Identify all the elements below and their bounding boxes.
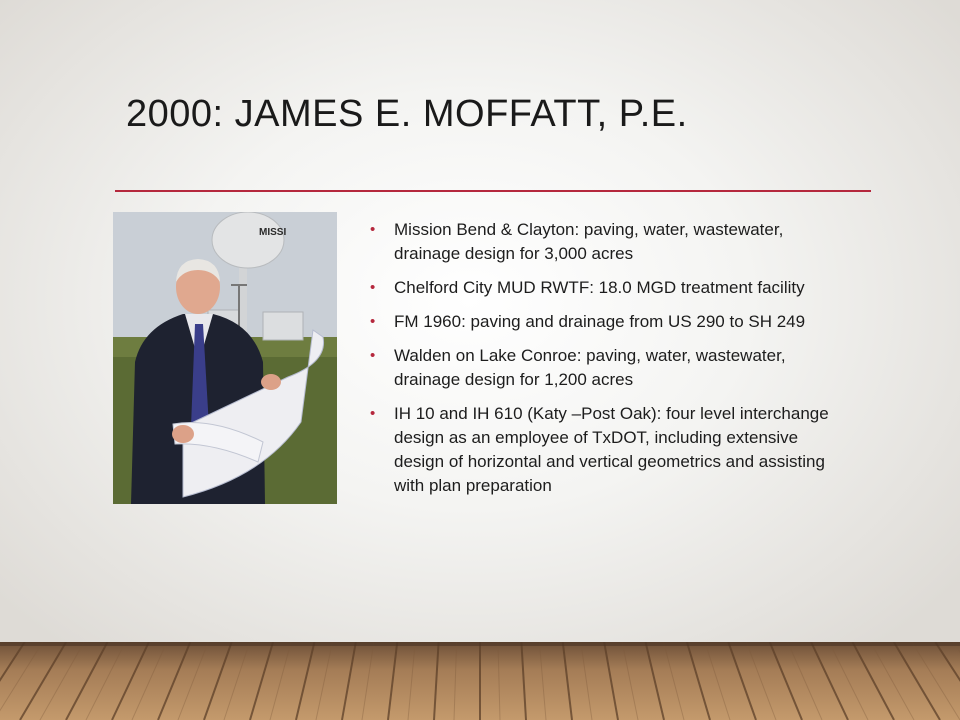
- bullet-text: Walden on Lake Conroe: paving, water, wastewater, drainage design for 1,200 acres: [394, 346, 786, 389]
- bullet-text: Chelford City MUD RWTF: 18.0 MGD treatment facility: [394, 278, 805, 297]
- portrait-photo: [113, 212, 337, 504]
- bullet-list: [370, 218, 850, 508]
- bullet-marker: •: [370, 313, 376, 330]
- bullet-marker: •: [370, 405, 376, 422]
- wood-floor: [0, 642, 960, 720]
- tower-text: MISSI: [259, 227, 287, 238]
- slide-title: 2000: JAMES E. MOFFATT, P.E.: [126, 93, 688, 135]
- bullet-marker: •: [370, 279, 376, 296]
- bullet-item: [370, 218, 850, 266]
- bullet-item: [370, 310, 850, 334]
- title-divider: [115, 190, 871, 192]
- bullet-item: [370, 276, 850, 300]
- bullet-text: Mission Bend & Clayton: paving, water, wastewater, drainage design for 3,000 acres: [394, 220, 784, 263]
- bullet-marker: •: [370, 221, 376, 238]
- bullet-text: FM 1960: paving and drainage from US 290 to SH 249: [394, 312, 806, 331]
- bullet-text: IH 10 and IH 610 (Katy –Post Oak): four level interchange design as an employee of TxDOT, including extensive design of horizontal and vertical geometrics and assisting with plan preparation: [394, 404, 829, 495]
- bullet-marker: •: [370, 347, 376, 364]
- portrait-illustration: [113, 212, 337, 504]
- wood-floor-graphic: [0, 642, 960, 720]
- bullet-item: [370, 344, 850, 392]
- bullet-item: [370, 402, 850, 498]
